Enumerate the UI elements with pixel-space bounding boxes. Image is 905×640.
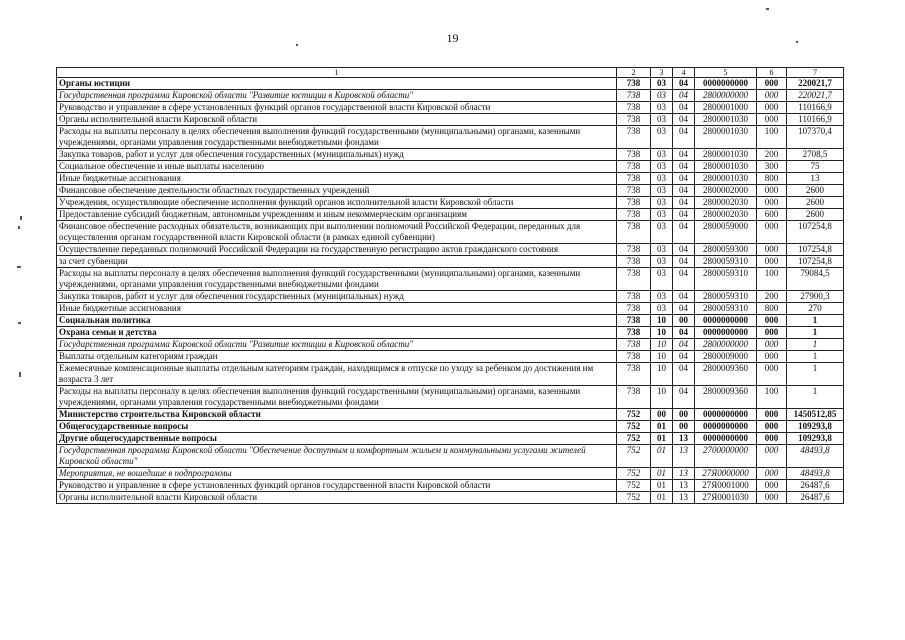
code-expense-type-cell: 000 [757, 445, 787, 468]
amount-cell: 107254,8 [787, 256, 844, 268]
code-expense-type-cell: 000 [757, 433, 787, 445]
code-section-cell: 03 [651, 221, 673, 244]
code-expense-type-cell: 100 [757, 126, 787, 149]
code-expense-type-cell: 000 [757, 102, 787, 114]
code-ministry-cell: 738 [617, 244, 651, 256]
code-subsection-cell: 04 [673, 244, 695, 256]
code-subsection-cell: 04 [673, 339, 695, 351]
code-ministry-cell: 738 [617, 185, 651, 197]
code-section-cell: 03 [651, 209, 673, 221]
code-section-cell: 03 [651, 303, 673, 315]
code-section-cell: 01 [651, 433, 673, 445]
code-target-cell: 2800000000 [695, 339, 757, 351]
code-ministry-cell: 738 [617, 351, 651, 363]
code-subsection-cell: 04 [673, 256, 695, 268]
code-subsection-cell: 04 [673, 209, 695, 221]
code-target-cell: 2800059310 [695, 256, 757, 268]
code-target-cell: 2800009360 [695, 386, 757, 409]
code-section-cell: 10 [651, 327, 673, 339]
code-expense-type-cell: 800 [757, 173, 787, 185]
table-row [57, 480, 844, 492]
code-section-cell: 10 [651, 363, 673, 386]
row-name-cell: Государственная программа Кировской области "Обеспечение доступным и комфортным жильем и коммунальными услугами жителей Кировской области" [57, 445, 617, 468]
table-row [57, 244, 844, 256]
code-section-cell: 03 [651, 244, 673, 256]
code-target-cell: 2800059310 [695, 268, 757, 291]
amount-cell: 1 [787, 315, 844, 327]
code-subsection-cell: 04 [673, 185, 695, 197]
row-name-cell: Социальное обеспечение и иные выплаты населению [57, 161, 617, 173]
row-name-cell: Мероприятия, не вошедшие в подпрограммы [57, 468, 617, 480]
table-row [57, 363, 844, 386]
code-section-cell: 03 [651, 102, 673, 114]
code-section-cell: 03 [651, 90, 673, 102]
code-target-cell: 27Я0000000 [695, 468, 757, 480]
code-subsection-cell: 04 [673, 173, 695, 185]
table-row [57, 291, 844, 303]
code-subsection-cell: 04 [673, 78, 695, 90]
code-target-cell: 2800059310 [695, 291, 757, 303]
table-row [57, 268, 844, 291]
code-subsection-cell: 04 [673, 149, 695, 161]
scan-speck [17, 266, 21, 268]
code-expense-type-cell: 000 [757, 468, 787, 480]
amount-cell: 48493,8 [787, 445, 844, 468]
table-row [57, 351, 844, 363]
row-name-cell: за счет субвенции [57, 256, 617, 268]
code-ministry-cell: 738 [617, 197, 651, 209]
amount-cell: 1 [787, 339, 844, 351]
table-row [57, 339, 844, 351]
code-ministry-cell: 752 [617, 445, 651, 468]
code-subsection-cell: 04 [673, 363, 695, 386]
code-subsection-cell: 00 [673, 409, 695, 421]
row-name-cell: Иные бюджетные ассигнования [57, 173, 617, 185]
scan-speck [796, 41, 798, 43]
code-ministry-cell: 738 [617, 291, 651, 303]
code-target-cell: 2800001030 [695, 149, 757, 161]
code-target-cell: 2800001030 [695, 161, 757, 173]
code-section-cell: 01 [651, 492, 673, 504]
row-name-cell: Органы исполнительной власти Кировской области [57, 114, 617, 126]
code-target-cell: 0000000000 [695, 409, 757, 421]
code-section-cell: 10 [651, 315, 673, 327]
row-name-cell: Руководство и управление в сфере установленных функций органов государственной власти Кировской области [57, 480, 617, 492]
row-name-cell: Расходы на выплаты персоналу в целях обеспечения выполнения функций государственными (муниципальными) органами, казенными учреждениями, органами управления государственными внебюджетными фондами [57, 386, 617, 409]
code-subsection-cell: 04 [673, 126, 695, 149]
code-section-cell: 03 [651, 256, 673, 268]
table-row [57, 445, 844, 468]
header-cell: 5 [695, 68, 757, 78]
code-subsection-cell: 04 [673, 327, 695, 339]
table-row [57, 256, 844, 268]
table-row [57, 209, 844, 221]
table-row [57, 126, 844, 149]
code-expense-type-cell: 000 [757, 185, 787, 197]
code-section-cell: 03 [651, 291, 673, 303]
table-row [57, 114, 844, 126]
code-expense-type-cell: 200 [757, 149, 787, 161]
code-target-cell: 0000000000 [695, 315, 757, 327]
code-ministry-cell: 738 [617, 149, 651, 161]
table-header-row [57, 68, 844, 78]
row-name-cell: Органы исполнительной власти Кировской области [57, 492, 617, 504]
row-name-cell: Расходы на выплаты персоналу в целях обеспечения выполнения функций государственными (муниципальными) органами, казенными учреждениями, органами управления государственными внебюджетными фондами [57, 126, 617, 149]
amount-cell: 26487,6 [787, 492, 844, 504]
code-target-cell: 0000000000 [695, 421, 757, 433]
table-row [57, 161, 844, 173]
table-row [57, 197, 844, 209]
code-expense-type-cell: 000 [757, 492, 787, 504]
code-expense-type-cell: 000 [757, 421, 787, 433]
code-expense-type-cell: 300 [757, 161, 787, 173]
code-expense-type-cell: 000 [757, 221, 787, 244]
code-ministry-cell: 738 [617, 90, 651, 102]
code-expense-type-cell: 000 [757, 351, 787, 363]
table-row [57, 90, 844, 102]
code-target-cell: 2800001000 [695, 102, 757, 114]
header-cell: 4 [673, 68, 695, 78]
code-target-cell: 2800009000 [695, 351, 757, 363]
code-target-cell: 0000000000 [695, 433, 757, 445]
header-cell: 3 [651, 68, 673, 78]
code-ministry-cell: 738 [617, 102, 651, 114]
row-name-cell: Другие общегосударственные вопросы [57, 433, 617, 445]
code-target-cell: 2800001030 [695, 114, 757, 126]
code-ministry-cell: 738 [617, 386, 651, 409]
row-name-cell: Закупка товаров, работ и услуг для обеспечения государственных (муниципальных) нужд [57, 291, 617, 303]
row-name-cell: Социальная политика [57, 315, 617, 327]
row-name-cell: Государственная программа Кировской области "Развитие юстиции в Кировской области" [57, 90, 617, 102]
code-subsection-cell: 04 [673, 102, 695, 114]
code-ministry-cell: 738 [617, 161, 651, 173]
code-expense-type-cell: 600 [757, 209, 787, 221]
code-target-cell: 2800000000 [695, 90, 757, 102]
amount-cell: 13 [787, 173, 844, 185]
code-section-cell: 03 [651, 185, 673, 197]
amount-cell: 48493,8 [787, 468, 844, 480]
code-expense-type-cell: 000 [757, 315, 787, 327]
scan-speck [19, 372, 21, 377]
code-ministry-cell: 738 [617, 221, 651, 244]
code-ministry-cell: 738 [617, 327, 651, 339]
code-expense-type-cell: 000 [757, 480, 787, 492]
table-row [57, 102, 844, 114]
amount-cell: 109293,8 [787, 433, 844, 445]
row-name-cell: Общегосударственные вопросы [57, 421, 617, 433]
code-expense-type-cell: 100 [757, 268, 787, 291]
code-expense-type-cell: 100 [757, 386, 787, 409]
code-section-cell: 01 [651, 445, 673, 468]
code-section-cell: 03 [651, 126, 673, 149]
code-subsection-cell: 13 [673, 480, 695, 492]
code-ministry-cell: 752 [617, 409, 651, 421]
amount-cell: 220021,7 [787, 90, 844, 102]
code-subsection-cell: 04 [673, 161, 695, 173]
scan-speck [20, 216, 22, 220]
code-expense-type-cell: 000 [757, 339, 787, 351]
code-subsection-cell: 04 [673, 268, 695, 291]
amount-cell: 110166,9 [787, 102, 844, 114]
scan-speck [18, 322, 21, 324]
code-target-cell: 2800059000 [695, 221, 757, 244]
code-subsection-cell: 04 [673, 386, 695, 409]
amount-cell: 2708,5 [787, 149, 844, 161]
header-cell: 7 [787, 68, 844, 78]
code-section-cell: 03 [651, 268, 673, 291]
table-row [57, 386, 844, 409]
amount-cell: 107370,4 [787, 126, 844, 149]
code-ministry-cell: 738 [617, 78, 651, 90]
amount-cell: 2600 [787, 185, 844, 197]
code-target-cell: 0000000000 [695, 327, 757, 339]
row-name-cell: Закупка товаров, работ и услуг для обеспечения государственных (муниципальных) нужд [57, 149, 617, 161]
row-name-cell: Предоставление субсидий бюджетным, автономным учреждениям и иным некоммерческим организациям [57, 209, 617, 221]
amount-cell: 2600 [787, 209, 844, 221]
amount-cell: 26487,6 [787, 480, 844, 492]
table-row [57, 149, 844, 161]
code-section-cell: 03 [651, 114, 673, 126]
table-row [57, 185, 844, 197]
code-section-cell: 01 [651, 480, 673, 492]
code-target-cell: 2800002030 [695, 197, 757, 209]
scan-speck [18, 226, 20, 229]
code-ministry-cell: 738 [617, 114, 651, 126]
code-target-cell: 2800001030 [695, 126, 757, 149]
scan-speck [766, 8, 769, 10]
amount-cell: 107254,8 [787, 244, 844, 256]
amount-cell: 27900,3 [787, 291, 844, 303]
row-name-cell: Расходы на выплаты персоналу в целях обеспечения выполнения функций государственными (муниципальными) органами, казенными учреждениями, органами управления государственными внебюджетными фондами [57, 268, 617, 291]
code-ministry-cell: 738 [617, 315, 651, 327]
code-ministry-cell: 752 [617, 468, 651, 480]
code-ministry-cell: 738 [617, 209, 651, 221]
table-row [57, 173, 844, 185]
code-target-cell: 2800002000 [695, 185, 757, 197]
code-target-cell: 2800001030 [695, 173, 757, 185]
code-ministry-cell: 738 [617, 339, 651, 351]
header-cell: 6 [757, 68, 787, 78]
table-row [57, 409, 844, 421]
code-section-cell: 03 [651, 149, 673, 161]
code-ministry-cell: 738 [617, 268, 651, 291]
code-ministry-cell: 738 [617, 256, 651, 268]
code-subsection-cell: 04 [673, 351, 695, 363]
amount-cell: 1 [787, 386, 844, 409]
code-subsection-cell: 13 [673, 433, 695, 445]
page-number: 19 [446, 31, 459, 45]
code-target-cell: 2800059300 [695, 244, 757, 256]
code-target-cell: 2700000000 [695, 445, 757, 468]
amount-cell: 79084,5 [787, 268, 844, 291]
code-section-cell: 03 [651, 173, 673, 185]
amount-cell: 109293,8 [787, 421, 844, 433]
amount-cell: 1 [787, 327, 844, 339]
code-target-cell: 27Я0001000 [695, 480, 757, 492]
code-expense-type-cell: 000 [757, 90, 787, 102]
row-name-cell: Органы юстиции [57, 78, 617, 90]
budget-table-body [57, 68, 844, 504]
row-name-cell: Иные бюджетные ассигнования [57, 303, 617, 315]
code-subsection-cell: 04 [673, 291, 695, 303]
code-subsection-cell: 04 [673, 90, 695, 102]
code-ministry-cell: 738 [617, 173, 651, 185]
code-subsection-cell: 13 [673, 468, 695, 480]
code-subsection-cell: 13 [673, 445, 695, 468]
code-expense-type-cell: 000 [757, 327, 787, 339]
table-row [57, 315, 844, 327]
row-name-cell: Выплаты отдельным категориям граждан [57, 351, 617, 363]
amount-cell: 110166,9 [787, 114, 844, 126]
code-expense-type-cell: 000 [757, 244, 787, 256]
code-ministry-cell: 752 [617, 492, 651, 504]
row-name-cell: Учреждения, осуществляющие обеспечение исполнения функций органов исполнительной власти Кировской области [57, 197, 617, 209]
code-expense-type-cell: 000 [757, 78, 787, 90]
code-expense-type-cell: 200 [757, 291, 787, 303]
code-target-cell: 2800059310 [695, 303, 757, 315]
code-target-cell: 2800002030 [695, 209, 757, 221]
code-subsection-cell: 04 [673, 114, 695, 126]
code-section-cell: 03 [651, 78, 673, 90]
row-name-cell: Руководство и управление в сфере установленных функций органов государственной власти Кировской области [57, 102, 617, 114]
code-subsection-cell: 00 [673, 421, 695, 433]
table-row [57, 78, 844, 90]
amount-cell: 220021,7 [787, 78, 844, 90]
code-expense-type-cell: 800 [757, 303, 787, 315]
row-name-cell: Министерство строительства Кировской области [57, 409, 617, 421]
code-section-cell: 10 [651, 386, 673, 409]
amount-cell: 75 [787, 161, 844, 173]
code-section-cell: 10 [651, 339, 673, 351]
header-cell: 2 [617, 68, 651, 78]
code-subsection-cell: 04 [673, 221, 695, 244]
code-section-cell: 03 [651, 197, 673, 209]
code-expense-type-cell: 000 [757, 363, 787, 386]
code-ministry-cell: 738 [617, 126, 651, 149]
code-section-cell: 00 [651, 409, 673, 421]
code-subsection-cell: 00 [673, 315, 695, 327]
table-row [57, 327, 844, 339]
table-row [57, 221, 844, 244]
amount-cell: 107254,8 [787, 221, 844, 244]
code-target-cell: 0000000000 [695, 78, 757, 90]
code-subsection-cell: 04 [673, 197, 695, 209]
code-ministry-cell: 752 [617, 433, 651, 445]
amount-cell: 270 [787, 303, 844, 315]
code-expense-type-cell: 000 [757, 409, 787, 421]
code-expense-type-cell: 000 [757, 197, 787, 209]
table-row [57, 468, 844, 480]
table-row [57, 421, 844, 433]
code-ministry-cell: 738 [617, 303, 651, 315]
code-ministry-cell: 752 [617, 421, 651, 433]
code-section-cell: 01 [651, 421, 673, 433]
code-ministry-cell: 752 [617, 480, 651, 492]
code-section-cell: 03 [651, 161, 673, 173]
budget-table [56, 67, 844, 504]
code-section-cell: 01 [651, 468, 673, 480]
amount-cell: 1450512,85 [787, 409, 844, 421]
row-name-cell: Охрана семьи и детства [57, 327, 617, 339]
amount-cell: 2600 [787, 197, 844, 209]
code-target-cell: 2800009360 [695, 363, 757, 386]
code-ministry-cell: 738 [617, 363, 651, 386]
table-row [57, 433, 844, 445]
amount-cell: 1 [787, 351, 844, 363]
row-name-cell: Финансовое обеспечение деятельности областных государственных учреждений [57, 185, 617, 197]
code-expense-type-cell: 000 [757, 114, 787, 126]
code-subsection-cell: 13 [673, 492, 695, 504]
scan-speck [296, 44, 298, 46]
header-cell: 1 [57, 68, 617, 78]
code-section-cell: 10 [651, 351, 673, 363]
table-row [57, 492, 844, 504]
row-name-cell: Государственная программа Кировской области "Развитие юстиции в Кировской области" [57, 339, 617, 351]
table-row [57, 303, 844, 315]
code-target-cell: 27Я0001030 [695, 492, 757, 504]
code-subsection-cell: 04 [673, 303, 695, 315]
row-name-cell: Осуществление переданных полномочий Российской Федерации на государственную регистрацию актов гражданского состояния [57, 244, 617, 256]
code-expense-type-cell: 000 [757, 256, 787, 268]
amount-cell: 1 [787, 363, 844, 386]
row-name-cell: Ежемесячные компенсационные выплаты отдельным категориям граждан, находящимся в отпуске по уходу за ребенком до достижения им возраста 3 лет [57, 363, 617, 386]
row-name-cell: Финансовое обеспечение расходных обязательств, возникающих при выполнении полномочий Российской Федерации, переданных для осуществления органам государственной власти Кировской области (в рамках единой субвенции) [57, 221, 617, 244]
